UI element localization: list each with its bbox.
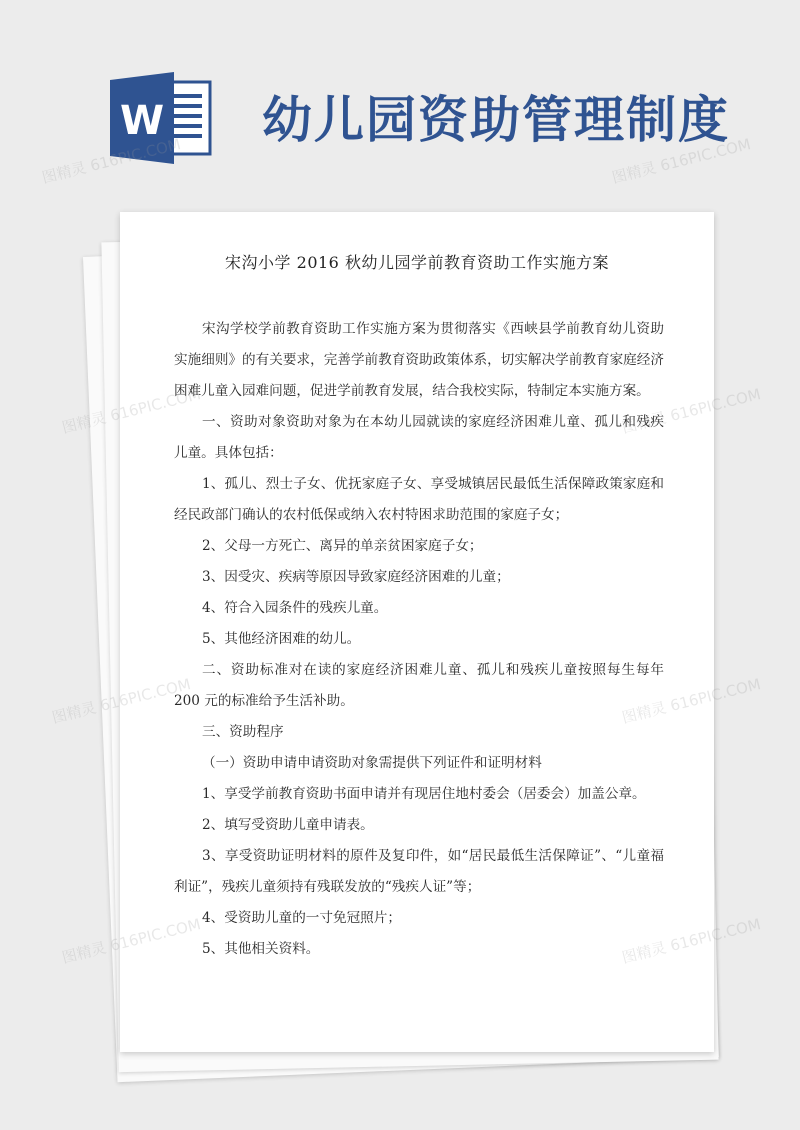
paragraph: （一）资助申请申请资助对象需提供下列证件和证明材料 <box>202 755 542 771</box>
paragraph: 4、受资助儿童的一寸免冠照片； <box>202 910 401 926</box>
watermark: 图精灵 616PIC.COM <box>620 915 763 967</box>
paragraph: 5、其他经济困难的幼儿。 <box>202 631 361 647</box>
watermark: 图精灵 616PIC.COM <box>60 915 203 967</box>
header-banner <box>0 0 800 200</box>
watermark: 图精灵 616PIC.COM <box>40 135 183 187</box>
paragraph: 5、其他相关资料。 <box>202 941 320 957</box>
paragraph: 2、父母一方死亡、离异的单亲贫困家庭子女； <box>202 538 483 554</box>
paragraph: 一、资助对象资助对象为在本幼儿园就读的家庭经济困难儿童、孤儿和残疾儿童。具体包括： <box>174 414 664 461</box>
word-icon <box>110 72 214 164</box>
paragraph: 4、符合入园条件的残疾儿童。 <box>202 600 388 616</box>
paragraph: 3、因受灾、疾病等原因导致家庭经济困难的儿童； <box>202 569 510 585</box>
paragraph: 1、享受学前教育资助书面申请并有现居住地村委会（居委会）加盖公章。 <box>202 786 646 802</box>
logo-letter: W <box>119 98 165 144</box>
watermark: 图精灵 616PIC.COM <box>610 135 753 187</box>
banner-title: 幼儿园资助管理制度 <box>262 91 730 149</box>
paragraph: 三、资助程序 <box>202 724 284 740</box>
watermark: 图精灵 616PIC.COM <box>620 385 763 437</box>
document-body <box>174 314 664 965</box>
paragraph: 二、资助标准对在读的家庭经济困难儿童、孤儿和残疾儿童按照每生每年 200 元的标准给予生活补助。 <box>174 662 664 709</box>
watermark: 图精灵 616PIC.COM <box>620 675 763 727</box>
watermark: 图精灵 616PIC.COM <box>50 675 193 727</box>
paragraph: 1、孤儿、烈士子女、优抚家庭子女、享受城镇居民最低生活保障政策家庭和经民政部门确认的农村低保或纳入农村特困求助范围的家庭子女； <box>174 476 664 523</box>
document-page <box>120 212 714 1052</box>
document-title: 宋沟小学 2016 秋幼儿园学前教育资助工作实施方案 <box>225 253 609 272</box>
paragraph: 2、填写受资助儿童申请表。 <box>202 817 374 833</box>
paragraph: 宋沟学校学前教育资助工作实施方案为贯彻落实《西峡县学前教育幼儿资助实施细则》的有关要求，完善学前教育资助政策体系，切实解决学前教育家庭经济困难儿童入园难问题，促进学前教育发展，结合我校实际，特制定本实施方案。 <box>174 321 664 399</box>
paragraph: 3、享受资助证明材料的原件及复印件，如“居民最低生活保障证”、“儿童福利证”，残疾儿童须持有残联发放的“残疾人证”等； <box>174 848 664 895</box>
watermark: 图精灵 616PIC.COM <box>60 385 203 437</box>
